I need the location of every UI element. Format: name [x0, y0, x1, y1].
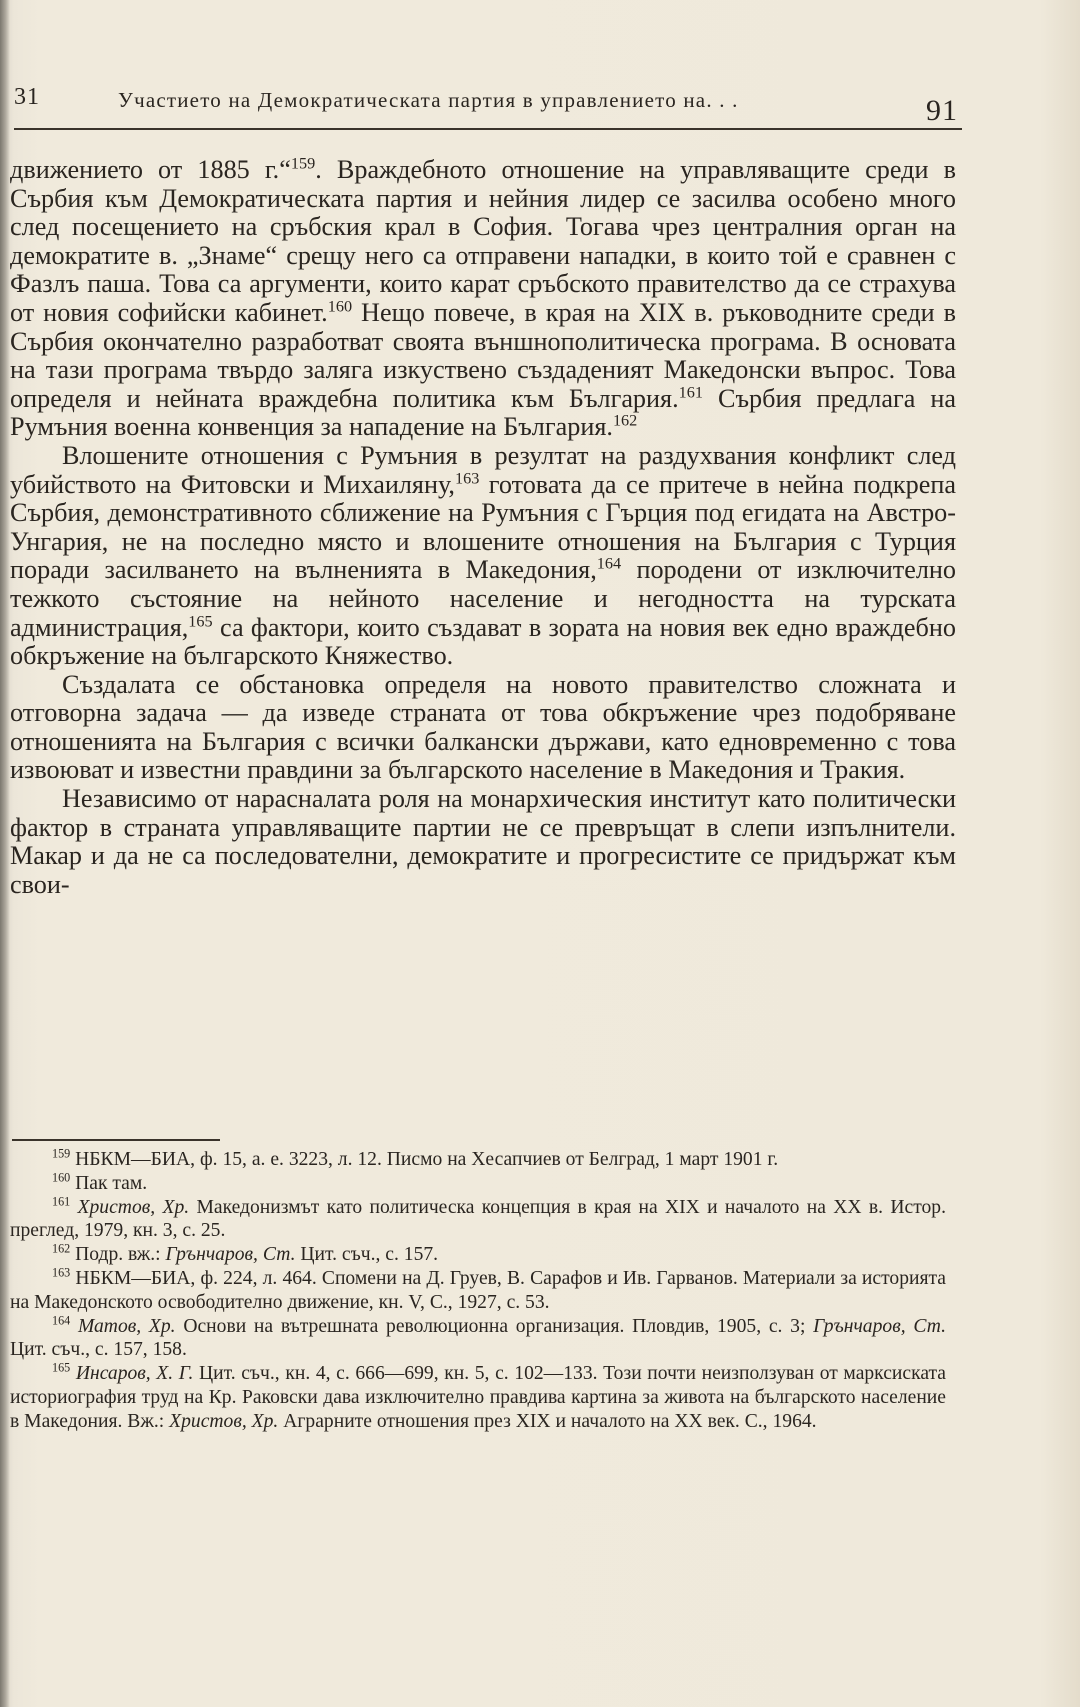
text-run: готовата да се притече в нейна подкрепа Сърбия, демонстративното сближение на Румъния с Гърция под егидата на Австро-Унгария, не на последно място и влошените отношения на България с Турция поради засилването на вълненията в Македония,	[10, 469, 957, 585]
footnote-text: НБКМ—БИА, ф. 15, а. е. 3223, л. 12. Писмо на Хесапчиев от Белград, 1 март 1901 г.	[70, 1149, 779, 1170]
footnote-text: Основи на вътрешната революционна организация. Пловдив, 1905, с. 3;	[175, 1315, 814, 1337]
footnote-164	[10, 1315, 946, 1363]
footnote-number: 165	[52, 1360, 71, 1375]
footnote-number: 163	[52, 1265, 71, 1280]
text-run: са фактори, които създават в зората на новия век едно враждебно обкръжение на българското Княжество.	[10, 612, 956, 671]
footnote-author: Христов, Хр.	[77, 1196, 190, 1218]
paragraph-1	[10, 156, 956, 442]
binding-shadow	[0, 0, 10, 1707]
footnote-text: Цит. съч., с. 157, 158.	[10, 1339, 187, 1361]
footnote-ref-162: 162	[612, 411, 638, 430]
text-run: Нещо повече, в края на XIX в. ръководните среди в Сърбия окончателно разработват своята външнополитическа програма. В основата на тази програма твърдо заляга изкуствено създаденият Македонски въпрос. Това определя и нейната враждебна политика към България.	[10, 297, 957, 413]
running-header	[14, 80, 962, 130]
main-text	[10, 156, 956, 899]
text-run: движението от 1885 г.“	[10, 155, 291, 184]
footnote-number: 162	[52, 1241, 71, 1256]
footnote-text: НБКМ—БИА, ф. 224, л. 464. Спомени на Д. Груев, В. Сарафов и Ив. Гарванов. Материали за историята на Македонското освободително движение, кн. V, С., 1927, с. 53.	[10, 1267, 946, 1313]
running-title: Участието на Демократическата партия в управлението на. . .	[118, 88, 739, 112]
text-run: Сърбия предлага на Румъния военна конвенция за нападение на България.	[10, 383, 956, 442]
footnotes	[10, 1148, 946, 1434]
footnote-author: Грънчаров, Ст.	[165, 1244, 296, 1266]
footnote-ref-159: 159	[290, 154, 316, 173]
footnote-author: Христов, Хр.	[169, 1410, 279, 1432]
footnote-text: Македонизмът като политическа концепция в края на XIX и началото на XX в. Истор. преглед, 1979, кн. 3, с. 25.	[10, 1196, 946, 1242]
footnote-ref-165: 165	[188, 611, 213, 630]
footnote-text: Пак там.	[70, 1172, 148, 1194]
text-run: Влошените отношения с Румъния в резултат на раздухвания конфликт след убийството на Фитовски и Михаиляну,	[10, 440, 956, 499]
footnote-159	[10, 1148, 946, 1172]
footnote-author: Грънчаров, Ст.	[813, 1315, 946, 1337]
footnote-ref-161: 161	[678, 383, 703, 402]
footnote-author: Инсаров, Х. Г.	[75, 1363, 194, 1385]
footnote-author: Матов, Хр.	[77, 1315, 176, 1337]
text-run: породени от изключително тежкото състояние на нейното население и негодността на турската администрация,	[10, 555, 956, 642]
footnote-ref-160: 160	[327, 297, 353, 316]
page-number: 91	[926, 94, 958, 127]
paragraph-4: Независимо от нарасналата роля на монархическия институт като политически фактор в страната управляващите партии не се превръщат в слепи изпълнители. Макар и да не са последователни, демократите и прогресистите се придържат към свои-	[10, 784, 956, 899]
paragraph-2	[10, 442, 956, 671]
footnote-number: 160	[52, 1170, 71, 1185]
text-run: . Враждебното отношение на управляващите среди в Сърбия към Демократическата партия и нейния лидер се засилва особено много след посещението на сръбския крал в София. Тогава чрез централния орган на демократите в. „Знаме“ срещу него са отправени нападки, в които той е сравнен с Фазлъ паша. Това са аргументи, които карат сръбското правителство да се страхува от новия софийски кабинет.	[10, 155, 956, 327]
footnote-divider	[12, 1139, 220, 1141]
footnote-ref-163: 163	[454, 468, 480, 487]
footnote-text: Цит. съч., кн. 4, с. 666—699, кн. 5, с. 102—133. Този почти неизползуван от марксиската историография труд на Кр. Раковски дава изключително правдива картина за живота на българското население в Македония. Вж.:	[10, 1363, 947, 1432]
footnote-ref-164: 164	[596, 554, 622, 573]
paragraph-3: Създалата се обстановка определя на новото правителство сложната и отговорна задача — да изведе страната от това обкръжение чрез подобряване отношенията на България с всички балкански държави, като едновременно с това извоюват и известни правдини за българското население в Македония и Тракия.	[10, 669, 956, 785]
footnote-160	[10, 1172, 946, 1196]
footnote-text: Цит. съч., с. 157.	[295, 1244, 439, 1266]
footnote-number: 164	[52, 1313, 71, 1328]
footnote-number: 161	[52, 1194, 71, 1209]
footnote-161	[10, 1196, 946, 1244]
footnote-prefix: Подр. вж.:	[70, 1244, 166, 1266]
footnote-165	[10, 1362, 946, 1433]
footnote-163	[10, 1267, 946, 1315]
footnote-number: 159	[52, 1146, 71, 1161]
header-left-number: 31	[14, 84, 40, 110]
footnote-text: Аграрните отношения през XIX и началото на XX век. С., 1964.	[278, 1410, 817, 1432]
footnote-162	[10, 1243, 946, 1267]
